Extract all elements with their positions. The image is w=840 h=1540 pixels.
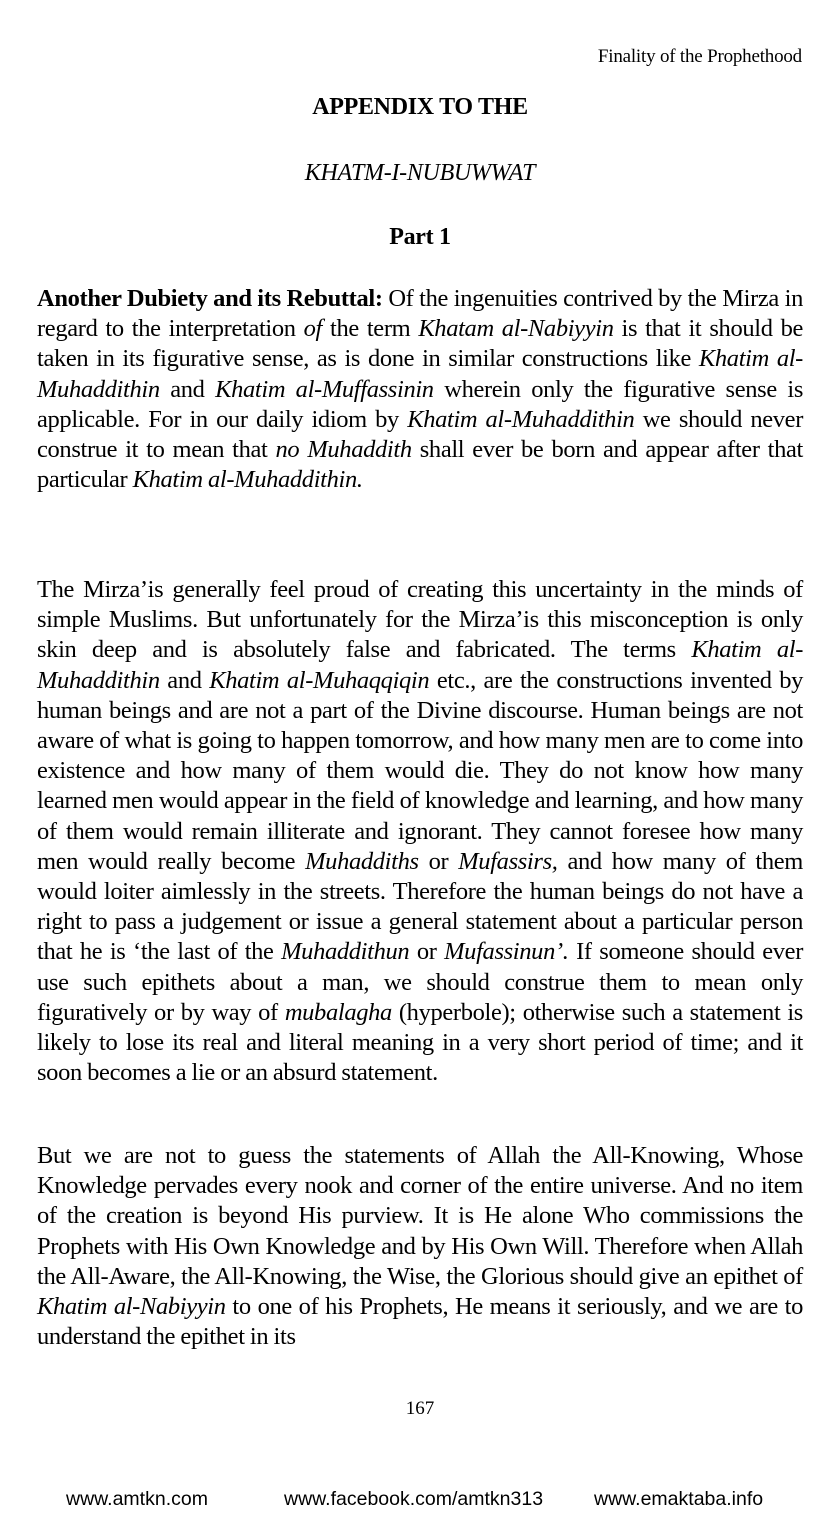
italic-term: of xyxy=(303,315,323,343)
text-span: (hyperbole); otherwise such a statement is likely to lose its real and literal meaning in a very short period of time; and it soon becomes a lie or an absurd statement. xyxy=(37,998,803,1087)
paragraph-mirzais xyxy=(37,575,803,1088)
italic-term: Khatim al-Muffassinin xyxy=(215,375,434,403)
italic-term: Muhaddithun xyxy=(281,938,410,966)
text-span: shall ever be born and appear after that particular xyxy=(37,436,803,494)
footer-site-emaktaba: www.emaktaba.info xyxy=(594,1488,764,1510)
text-span: or xyxy=(418,847,459,875)
italic-term: Khatim al-Muhaddithin. xyxy=(132,466,363,494)
footer-site-amtkn: www.amtkn.com xyxy=(66,1488,208,1510)
text-span: and xyxy=(159,375,216,403)
text-span: and xyxy=(159,666,210,694)
text-span: the term xyxy=(322,315,419,343)
text-span: to one of his Prophets, He means it seriously, and we are to understand the epithet in its xyxy=(37,1293,803,1351)
footer xyxy=(0,1488,840,1514)
heading-appendix: APPENDIX TO THE xyxy=(312,94,528,120)
italic-term: Khatim al-Muhaddithin xyxy=(37,636,803,694)
text-span: etc., are the constructions invented by human beings and are not a part of the Divine discourse. Human beings are not aware of what is going to happen tomorrow, and how many men are to come into existence and how many of them would die. They do not know how many learned men would appear in the field of knowledge and learning, and how many of them would remain illiterate and ignorant. They cannot foresee how many men would really become xyxy=(37,666,804,875)
text-span: Of the ingenuities contrived by the Mirza in regard to the interpretation xyxy=(37,285,803,343)
italic-term: no Muhaddith xyxy=(275,436,412,464)
text-span: we should never construe it to mean that xyxy=(37,405,804,464)
text-span: The Mirza’is generally feel proud of creating this uncertainty in the minds of simple Muslims. But unfortunately for the Mirza’is this misconception is only skin deep and is absolutely false and fabricated. The terms xyxy=(37,576,803,664)
text-span: If someone should ever use such epithets about a man, we should construe them to mean only figuratively or by way of xyxy=(37,938,804,1026)
italic-term: Khatim al-Nabiyyin xyxy=(37,1293,226,1321)
paragraph-lead-heading: Another Dubiety and its Rebuttal: xyxy=(37,285,383,312)
paragraph-allah xyxy=(37,1141,803,1352)
running-head: Finality of the Prophethood xyxy=(597,46,802,67)
text-span: and how many of them would loiter aimlessly in the streets. Therefore the human beings do not have a right to pass a judgement or issue a general statement about a particular person that he is ‘the last of the xyxy=(37,847,803,966)
italic-term: Khatim al-Muhaddithin xyxy=(407,405,635,433)
footer-site-facebook: www.facebook.com/amtkn313 xyxy=(284,1488,544,1510)
italic-term: Mufassinun’. xyxy=(444,938,569,966)
italic-term: Khatam al-Nabiyyin xyxy=(418,315,614,343)
text-span: But we are not to guess the statements of Allah the All-Knowing, Whose Knowledge pervades every nook and corner of the entire universe. And no item of the creation is beyond His purview. It is He alone Who commissions the Prophets with His Own Knowledge and by His Own Will. Therefore when Allah the All-Aware, the All-Knowing, the Wise, the Glorious should give an epithet of xyxy=(37,1142,803,1290)
italic-term: Khatim al-Muhaddithin xyxy=(37,345,803,403)
heading-khatm-i-nubuwwat: KHATM-I-NUBUWWAT xyxy=(304,160,536,186)
paragraph-dubiety xyxy=(37,284,803,495)
text-span: wherein only the figurative sense is applicable. For in our daily idiom by xyxy=(37,375,804,433)
text-span: or xyxy=(409,938,445,966)
text-span: is that it should be taken in its figurative sense, as is done in similar constructions like xyxy=(37,315,803,373)
heading-part: Part 1 xyxy=(389,224,451,250)
page-number: 167 xyxy=(405,1398,435,1419)
italic-term: Khatim al-Muhaqqiqin xyxy=(209,666,430,694)
italic-term: mubalagha xyxy=(284,998,392,1026)
italic-term: Mufassirs, xyxy=(458,847,558,875)
italic-term: Muhaddiths xyxy=(305,847,419,875)
